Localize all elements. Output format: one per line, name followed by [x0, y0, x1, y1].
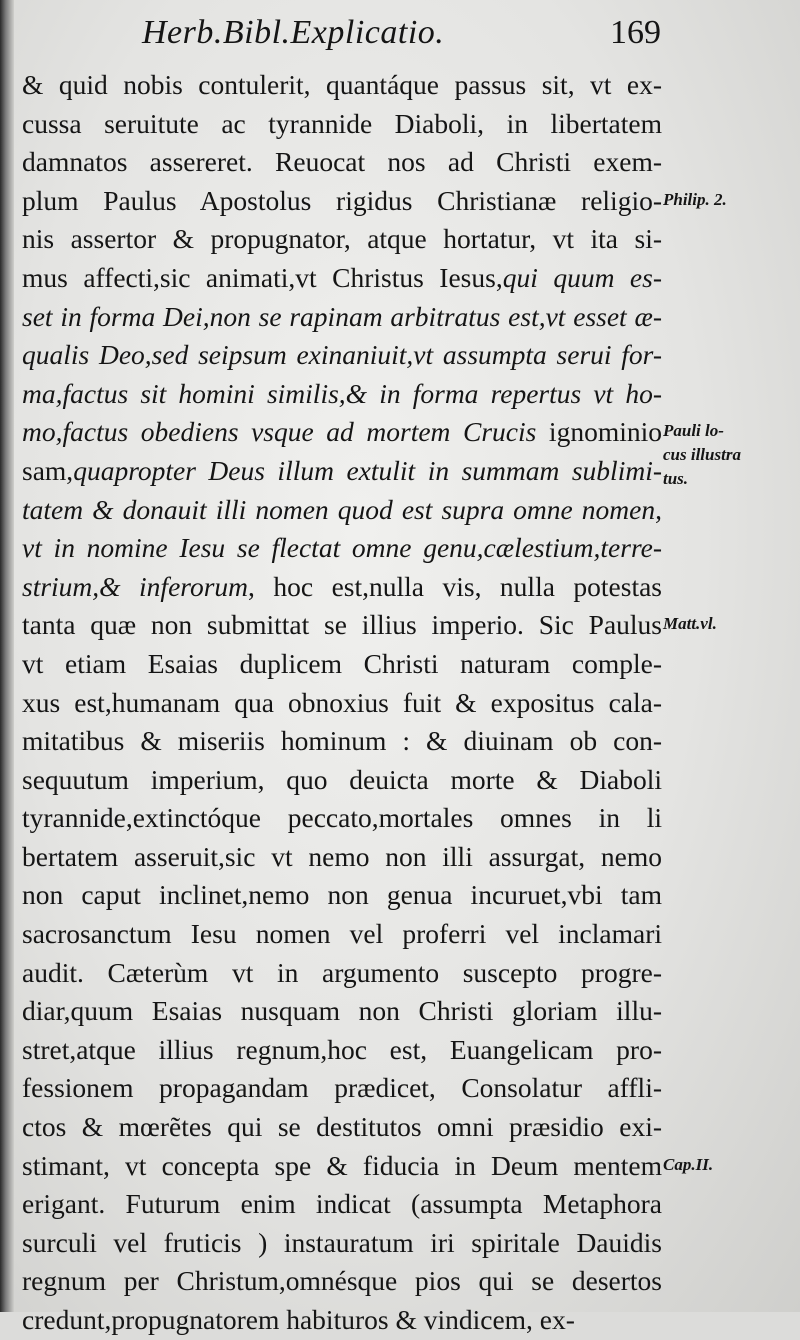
italic-text-segment: qualis Deo,sed seipsum exinaniuit,vt assumpta serui for-: [22, 339, 662, 371]
text-segment: diar,quum Esaias nusquam non Christi gloriam illu-: [22, 995, 662, 1027]
text-segment: regnum per Christum,omnésque pios qui se desertos: [22, 1265, 662, 1297]
marginal-note-line: Cap.II.: [663, 1154, 714, 1174]
marginal-note-line: Matt.vl.: [663, 614, 717, 634]
text-segment: nis assertor & propugnator, atque hortatur, vt ita si-: [22, 223, 662, 255]
marginal-note-line: tus.: [663, 469, 689, 489]
text-line: [22, 336, 662, 375]
marginal-note: [663, 1153, 797, 1177]
text-segment: ctos & mœrẽtes qui se destitutos omni præsidio exi-: [22, 1111, 662, 1143]
text-line: [22, 1185, 662, 1224]
text-segment: audit. Cæterùm vt in argumento suscepto progre-: [22, 956, 662, 988]
text-segment: mitatibus & miseriis hominum : & diuinam ob con-: [22, 725, 662, 757]
text-line: [22, 915, 662, 954]
text-line: [22, 1031, 662, 1070]
marginal-note: [663, 612, 797, 636]
text-line: [22, 1108, 662, 1147]
text-line: [22, 568, 662, 607]
text-segment: , hoc est,nulla vis, nulla potestas: [248, 570, 662, 602]
italic-text-segment: tatem & donauit illi nomen quod est supra omne nomen,: [22, 493, 662, 525]
text-line: [22, 645, 662, 684]
text-line: [22, 761, 662, 800]
text-line: [22, 1147, 662, 1186]
text-line: [22, 1224, 662, 1263]
text-segment: bertatem asseruit,sic vt nemo non illi assurgat, nemo: [22, 840, 662, 872]
italic-text-segment: quapropter Deus illum extulit in summam sublimi-: [73, 454, 662, 486]
text-segment: xus est,humanam qua obnoxius fuit & expositus cala-: [22, 686, 662, 718]
text-line: [22, 722, 662, 761]
italic-text-segment: set in forma Dei,non se rapinam arbitratus est,vt esset æ-: [22, 300, 662, 332]
text-line: [22, 182, 662, 221]
text-segment: ignominio: [536, 416, 662, 448]
text-line: [22, 1301, 662, 1340]
italic-text-segment: strium,& inferorum: [22, 570, 249, 602]
text-line: [22, 259, 662, 298]
text-line: [22, 606, 662, 645]
text-line: [22, 799, 662, 838]
text-line: [22, 954, 662, 993]
italic-text-segment: mo,factus obediens vsque ad mortem Crucis: [22, 416, 537, 448]
text-segment: erigant. Futurum enim indicat (assumpta Metaphora: [22, 1188, 662, 1220]
text-line: [22, 1262, 662, 1301]
marginal-note-line: cus illustra: [663, 445, 741, 465]
marginal-note: [663, 188, 797, 212]
text-segment: stimant, vt concepta spe & fiducia in Deum mentem: [22, 1149, 662, 1181]
text-line: [22, 529, 662, 568]
italic-text-segment: vt in nomine Iesu se flectat omne genu,cælestium,terre-: [22, 532, 662, 564]
marginal-note-line: Philip. 2.: [663, 189, 727, 209]
text-segment: & quid nobis contulerit, quantáque passus sit, vt ex-: [22, 69, 662, 100]
text-segment: sequutum imperium, quo deuicta morte & Diaboli: [22, 763, 662, 795]
text-line: [22, 298, 662, 337]
text-line: [22, 105, 662, 144]
text-line: [22, 452, 662, 491]
page-number: 169: [610, 14, 661, 51]
marginal-note-line: Pauli lo-: [663, 421, 724, 441]
text-segment: fessionem propagandam prædicet, Consolatur affli-: [22, 1072, 662, 1104]
text-segment: plum Paulus Apostolus rigidus Christianæ religio-: [22, 184, 662, 216]
text-segment: sam,: [22, 454, 74, 486]
marginal-note: [663, 419, 797, 491]
text-segment: tanta quæ non submittat se illius imperio. Sic Paulus: [22, 609, 662, 641]
text-line: [22, 143, 662, 182]
text-segment: mus affecti,sic animati,vt Christus Iesus,: [22, 261, 503, 293]
main-text-block: [22, 66, 662, 1340]
text-line: [22, 684, 662, 723]
italic-text-segment: ma,factus sit homini similis,& in forma repertus vt ho-: [22, 377, 662, 409]
text-segment: damnatos assereret. Reuocat nos ad Christi exem-: [22, 146, 662, 178]
text-line: [22, 375, 662, 414]
text-segment: non caput inclinet,nemo non genua incuruet,vbi tam: [22, 879, 662, 911]
text-line: [22, 838, 662, 877]
text-segment: sacrosanctum Iesu nomen vel proferri vel inclamari: [22, 918, 662, 950]
text-segment: cussa seruitute ac tyrannide Diaboli, in libertatem: [22, 107, 662, 139]
text-line: [22, 876, 662, 915]
text-line: [22, 413, 662, 452]
text-segment: surculi vel fruticis ) instauratum iri spiritale Dauidis: [22, 1226, 662, 1258]
binding-shadow: [0, 0, 14, 1312]
italic-text-segment: qui quum es-: [502, 261, 662, 293]
text-line: [22, 220, 662, 259]
text-line: [22, 66, 662, 105]
text-line: [22, 1069, 662, 1108]
text-segment: credunt,propugnatorem habituros & vindicem, ex-: [22, 1304, 575, 1335]
text-segment: stret,atque illius regnum,hoc est, Euangelicam pro-: [22, 1033, 662, 1065]
text-segment: tyrannide,extinctóque peccato,mortales omnes in li: [22, 802, 662, 834]
running-title: Herb.Bibl.Explicatio.: [142, 14, 445, 51]
text-segment: vt etiam Esaias duplicem Christi naturam comple-: [22, 647, 662, 679]
text-line: [22, 992, 662, 1031]
text-line: [22, 491, 662, 530]
